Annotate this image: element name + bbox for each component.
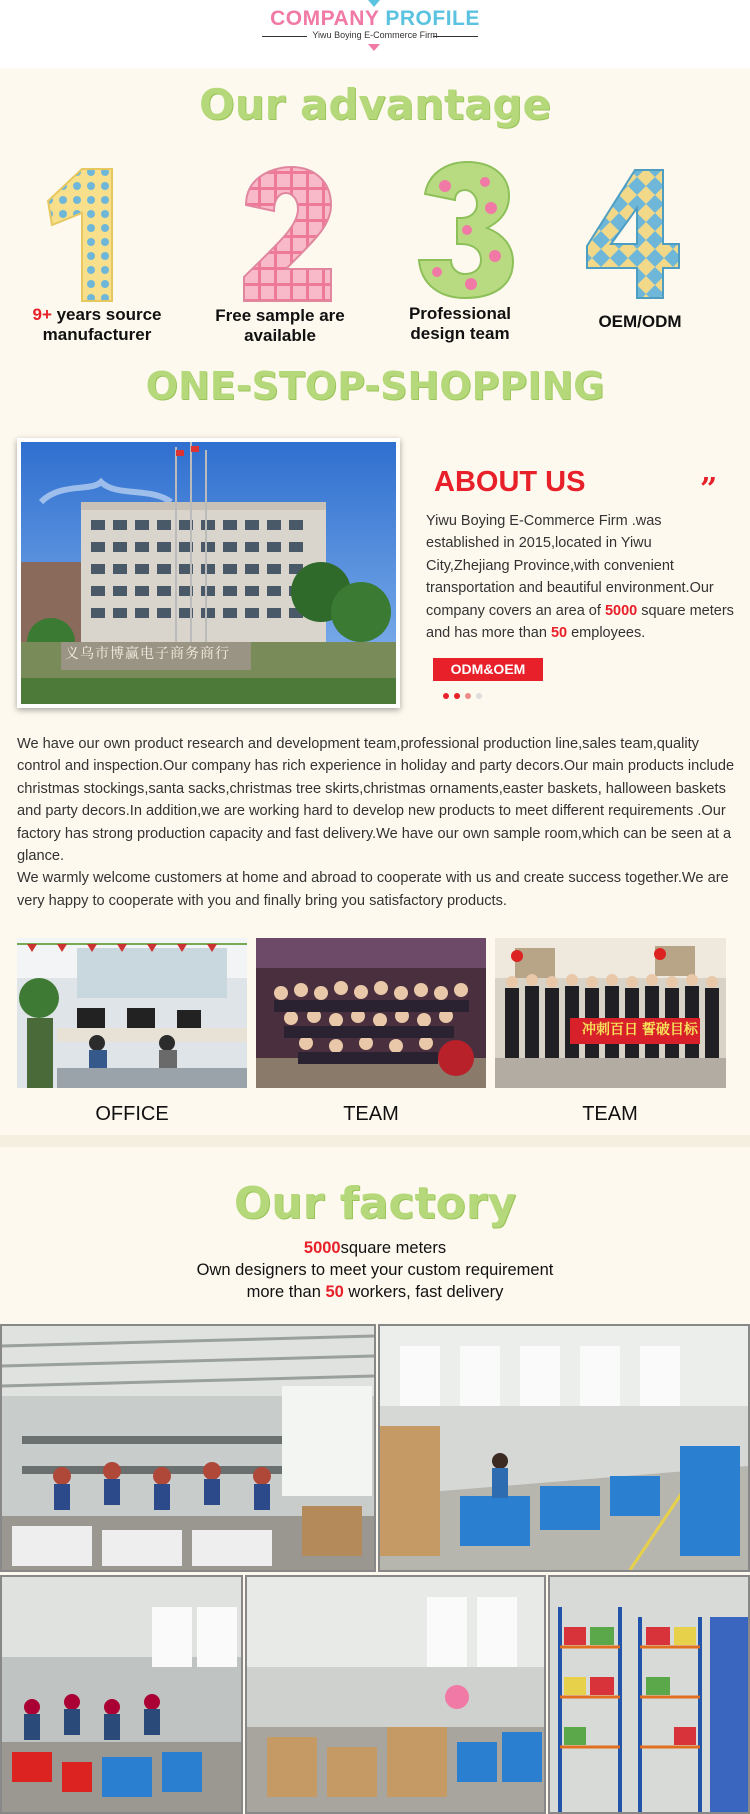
caption-office: OFFICE [95, 1103, 169, 1125]
caption-team-2: TEAM [582, 1103, 638, 1125]
about-text [426, 510, 736, 644]
carousel-dot [454, 693, 460, 699]
about-us-title: ABOUT US [434, 466, 586, 498]
section-divider [0, 1135, 750, 1147]
factory-title: Our factory [233, 1178, 517, 1229]
office-photo [17, 938, 247, 1088]
building-photo [17, 438, 400, 708]
odm-oem-badge: ODM&OEM [433, 658, 543, 681]
factory-photo-5 [548, 1575, 750, 1814]
advantage-label-2 [195, 306, 365, 346]
title-part-profile: PROFILE [385, 7, 480, 30]
number-one-icon [42, 165, 122, 305]
advantage-label-4 [555, 312, 725, 332]
carousel-dot [443, 693, 449, 699]
advantage-line: available [244, 326, 316, 345]
factory-line-3-tail: workers, fast delivery [343, 1283, 504, 1301]
description-paragraph-2: We warmly welcome customers at home and abroad to cooperate with us and create success together.We are very happy to cooperate with you and finally bring you satisfactory products. [17, 870, 729, 909]
number-two-icon [236, 165, 336, 305]
factory-photo-3 [0, 1575, 243, 1814]
advantage-title: Our advantage [199, 80, 551, 129]
factory-area-value: 5000 [303, 1239, 341, 1257]
factory-area-text: square meters [340, 1239, 447, 1257]
one-stop-shopping-slogan: ONE-STOP-SHOPPING [145, 364, 605, 408]
quote-mark-icon: ” [700, 472, 718, 507]
number-three-icon [415, 160, 515, 300]
factory-info [0, 1237, 750, 1303]
about-text-lead: Yiwu Boying E-Commerce Firm .was established in 2015,located in Yiwu City,Zhejiang Province,with convenient transportation and beautiful environment.Our company covers an area of [426, 513, 714, 619]
number-four-icon [583, 168, 683, 300]
team-banner-text: 冲刺百日 誓破目标 [582, 1021, 698, 1037]
advantage-label-3 [375, 304, 545, 344]
carousel-dot [465, 693, 471, 699]
advantage-label-1 [12, 305, 182, 345]
company-subtitle: Yiwu Boying E-Commerce Firm [312, 30, 438, 40]
area-value: 5000 [604, 602, 638, 619]
factory-workers-value: 50 [325, 1283, 344, 1301]
description-paragraph-1: We have our own product research and development team,professional production line,sales team,quality control and inspection.Our company has rich experience in holiday and party decors.Our main products include christmas stockings,santa sacks,christmas tree skirts,christmas ornaments,easter baskets, halloween baskets and party decors.In addition,we are working hard to develop new products to meet different requirements .Our factory has strong production capacity and fast delivery.We have our own sample room,which can be seen at a glance. [17, 736, 735, 865]
advantage-line: years source [51, 305, 162, 324]
factory-line-2: Own designers to meet your custom requirement [196, 1261, 554, 1279]
advantage-line: Professional [408, 304, 512, 323]
building-sign-text: 义乌市博赢电子商务商行 [65, 645, 230, 661]
carousel-dot [476, 693, 482, 699]
advantage-line: OEM/ODM [598, 312, 682, 331]
company-profile-title [0, 7, 750, 31]
factory-photo-2 [378, 1324, 750, 1572]
advantage-highlight: 9+ [32, 305, 52, 324]
triangle-bottom-icon [368, 44, 380, 51]
factory-line-3 [0, 1281, 750, 1303]
advantage-line: Free sample are [215, 306, 345, 325]
about-text-tail: employees. [567, 625, 646, 642]
factory-photo-4 [245, 1575, 546, 1814]
caption-team-1: TEAM [343, 1103, 399, 1125]
team-photo-2 [495, 938, 726, 1088]
triangle-top-icon [368, 0, 380, 7]
advantage-line: manufacturer [42, 325, 152, 344]
employee-value: 50 [550, 625, 568, 642]
advantage-line: design team [410, 324, 510, 343]
company-description [17, 733, 735, 912]
factory-line-1 [0, 1237, 750, 1259]
title-part-company: COMPANY [270, 7, 380, 30]
about-text-mid: square meters and has more than [426, 602, 734, 642]
team-photo-1 [256, 938, 486, 1088]
factory-photo-1 [0, 1324, 376, 1572]
factory-line-3-lead: more than [246, 1283, 326, 1301]
